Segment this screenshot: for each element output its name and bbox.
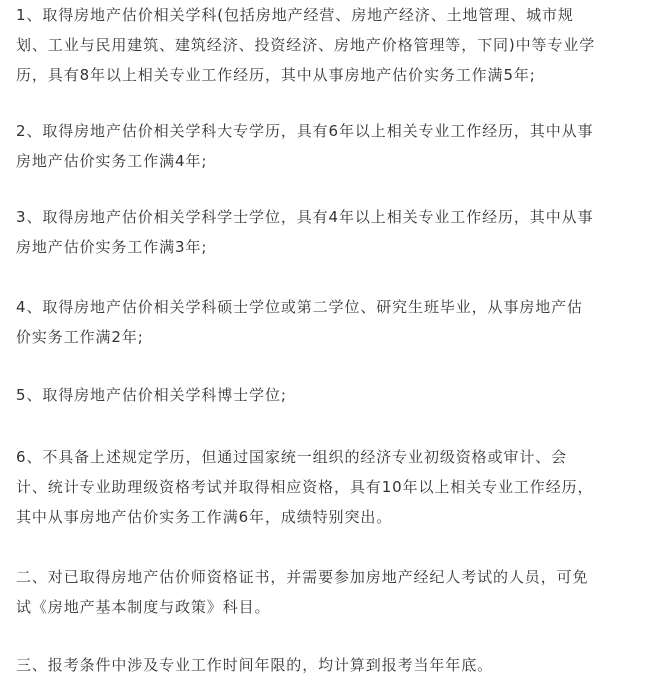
text-line: 划、工业与民用建筑、建筑经济、投资经济、房地产价格管理等，下同)中等专业学 — [16, 36, 596, 54]
text-line: 3、取得房地产估价相关学科学士学位，具有4年以上相关专业工作经历，其中从事 — [16, 208, 594, 226]
paragraph-condition-4 — [16, 292, 583, 352]
paragraph-condition-3 — [16, 202, 593, 262]
text-line: 三、报考条件中涉及专业工作时间年限的，均计算到报考当年年底。 — [16, 656, 494, 674]
text-line: 1、取得房地产估价相关学科(包括房地产经营、房地产经济、土地管理、城市规 — [16, 6, 574, 24]
paragraph-condition-5 — [16, 380, 287, 410]
text-line: 房地产估价实务工作满4年; — [16, 152, 208, 170]
text-line: 历，具有8年以上相关专业工作经历，其中从事房地产估价实务工作满5年; — [16, 66, 536, 84]
paragraph-work-years-note — [16, 650, 493, 680]
text-line: 计、统计专业助理级资格考试并取得相应资格，具有10年以上相关专业工作经历， — [16, 478, 594, 496]
text-line: 价实务工作满2年; — [16, 328, 144, 346]
text-line: 房地产估价实务工作满3年; — [16, 238, 208, 256]
text-line: 二、对已取得房地产估价师资格证书，并需要参加房地产经纪人考试的人员，可免 — [16, 568, 589, 586]
paragraph-condition-2 — [16, 116, 593, 176]
paragraph-condition-6 — [16, 442, 593, 532]
paragraph-condition-1 — [16, 0, 595, 90]
text-line: 其中从事房地产估价实务工作满6年，成绩特别突出。 — [16, 508, 393, 526]
paragraph-exemption — [16, 562, 588, 622]
text-line: 5、取得房地产估价相关学科博士学位; — [16, 386, 287, 404]
text-line: 6、不具备上述规定学历，但通过国家统一组织的经济专业初级资格或审计、会 — [16, 448, 568, 466]
text-line: 4、取得房地产估价相关学科硕士学位或第二学位、研究生班毕业，从事房地产估 — [16, 298, 583, 316]
text-line: 试《房地产基本制度与政策》科目。 — [16, 598, 271, 616]
text-line: 2、取得房地产估价相关学科大专学历，具有6年以上相关专业工作经历，其中从事 — [16, 122, 594, 140]
